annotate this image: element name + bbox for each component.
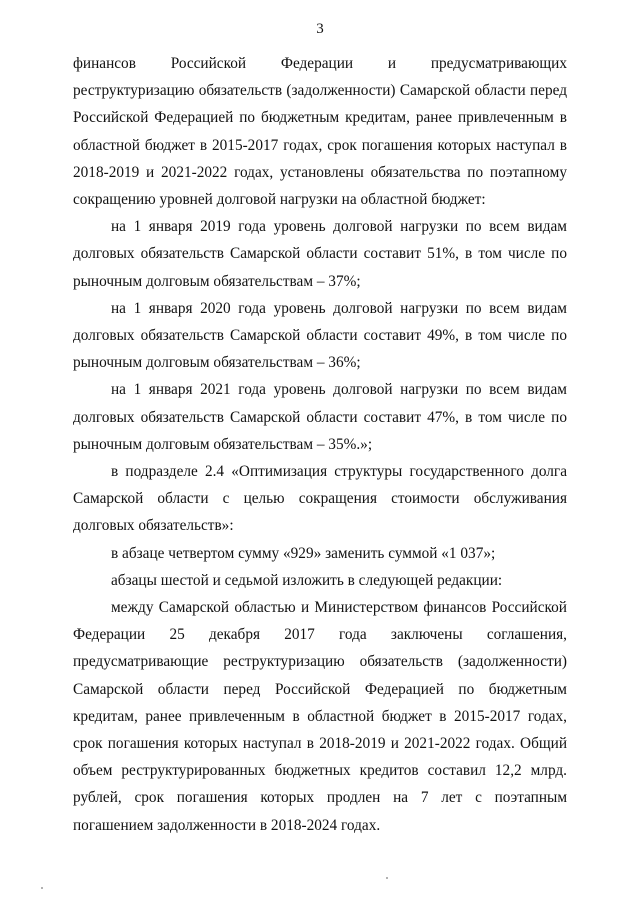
paragraph-subsection-2-4: в подразделе 2.4 «Оптимизация структуры государственного долга Самарской области с целью сокращения стоимости обслуживания долговых обязательств»: [73, 463, 567, 535]
paragraph-amount-change: в абзаце четвертом сумму «929» заменить суммой «1 037»; [111, 544, 496, 562]
paragraph-debt-2019: на 1 января 2019 года уровень долговой нагрузки по всем видам долговых обязательств Самарской области составит 51%, в том числе по рыночным долговым обязательствам – 37%; [73, 218, 567, 290]
paragraph-debt-2021: на 1 января 2021 года уровень долговой нагрузки по всем видам долговых обязательств Самарской области составит 47%, в том числе по рыночным долговым обязательствам – 35%.»; [73, 381, 567, 453]
page-number: 3 [316, 21, 324, 37]
paragraph-debt-2020: на 1 января 2020 года уровень долговой нагрузки по всем видам долговых обязательств Самарской области составит 49%, в том числе по рыночным долговым обязательствам – 36%; [73, 299, 567, 372]
paragraph-new-wording-intro: абзацы шестой и седьмой изложить в следующей редакции: [111, 571, 503, 589]
paragraph-continuation: финансов Российской Федерации и предусматривающих реструктуризацию обязательств (задолженности) Самарской области перед Российской Федерацией по бюджетным кредитам, ранее привлеченным в областной бюджет в 2015-2017 годах, срок погашения которых наступал в 2018-2019 и 2021-2022 годах, установлены обязательства по поэтапному сокращению уровней долговой нагрузки на областной бюджет: [73, 55, 567, 209]
scan-artifact-dot [41, 887, 43, 889]
paragraph-restructuring-agreement: между Самарской областью и Министерством финансов Российской Федерации 25 декабря 2017 года заключены соглашения, предусматривающие реструктуризацию обязательств (задолженности) Самарской области перед Российской Федерацией по бюджетным кредитам, ранее привлеченным в областной бюджет в 2015-2017 годах, срок погашения которых наступал в 2018-2019 и 2021-2022 годах. Общий объем реструктурированных бюджетных кредитов составил 12,2 млрд. рублей, срок погашения которых продлен на 7 лет с поэтапным погашением задолженности в 2018-2024 годах. [73, 599, 567, 834]
document-body [73, 50, 567, 839]
scan-artifact-dot [386, 877, 388, 879]
